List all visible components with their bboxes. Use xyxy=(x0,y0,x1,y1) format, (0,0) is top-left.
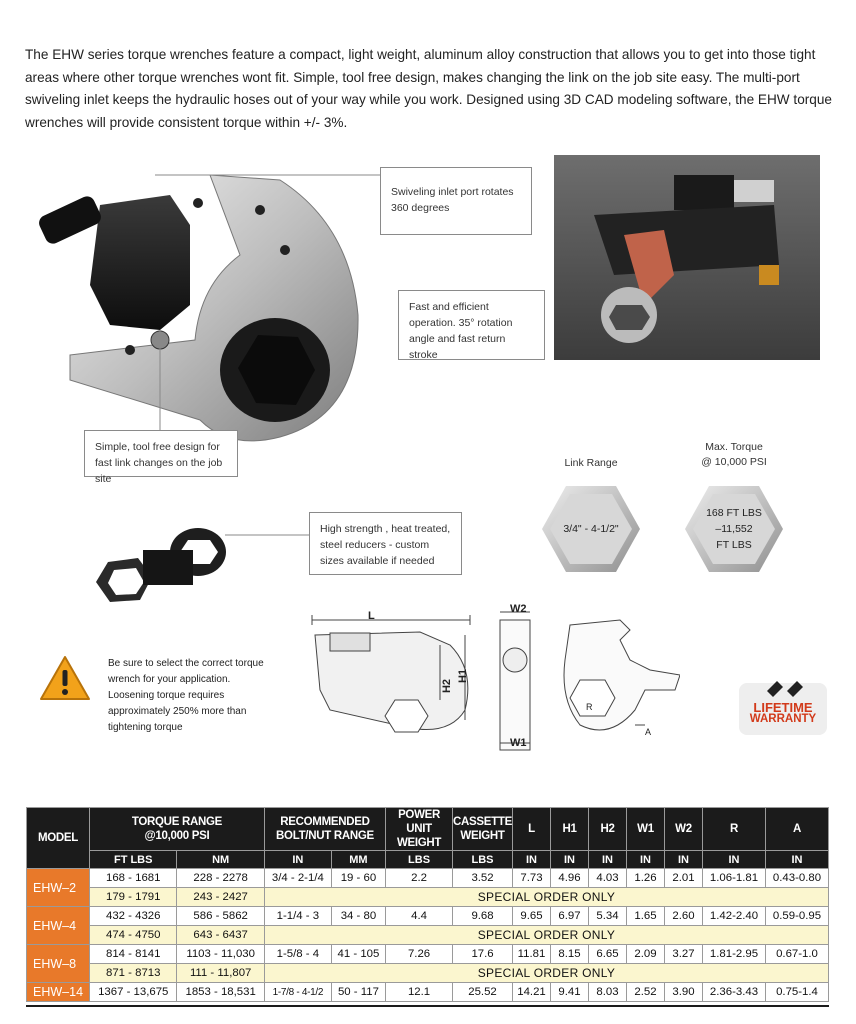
table-row-special xyxy=(27,926,829,945)
dim-label-L: L xyxy=(368,610,375,622)
special-order-label: SPECIAL ORDER ONLY xyxy=(264,964,828,983)
unit-lbs-cassette: LBS xyxy=(453,851,513,869)
callout-toolfree-text: Simple, tool free design for fast link changes on the job site xyxy=(95,441,223,485)
max-torque-label-line1: Max. Torque xyxy=(705,441,763,453)
max-torque-value-line2: –11,552 xyxy=(715,523,753,535)
table-cell: 8.15 xyxy=(551,945,589,964)
table-cell: 2.36-3.43 xyxy=(703,983,766,1002)
table-cell: 4.96 xyxy=(551,869,589,888)
table-cell: 3/4 - 2-1/4 xyxy=(264,869,331,888)
th-power-unit-weight: POWER UNIT WEIGHT xyxy=(386,808,453,851)
model-cell: EHW–8 xyxy=(27,945,90,983)
table-cell: 1367 - 13,675 xyxy=(90,983,177,1002)
table-bottom-rule xyxy=(26,1005,829,1007)
table-cell: 19 - 60 xyxy=(331,869,385,888)
table-cell: 9.65 xyxy=(513,907,551,926)
cutaway-illustration xyxy=(554,155,820,360)
callout-reducers xyxy=(309,512,462,575)
th-model: MODEL xyxy=(27,808,90,869)
warning-icon xyxy=(39,655,91,701)
table-cell: 17.6 xyxy=(453,945,513,964)
table-cell: 1.81-2.95 xyxy=(703,945,766,964)
unit-in-L: IN xyxy=(513,851,551,869)
table-cell: 9.41 xyxy=(551,983,589,1002)
table-cell: 1-1/4 - 3 xyxy=(264,907,331,926)
callout-fast-operation xyxy=(398,290,545,360)
table-cell: 2.52 xyxy=(627,983,665,1002)
table-cell: 2.09 xyxy=(627,945,665,964)
unit-in-H2: IN xyxy=(589,851,627,869)
table-cell: 871 - 8713 xyxy=(90,964,177,983)
unit-in-W1: IN xyxy=(627,851,665,869)
table-row xyxy=(27,945,829,964)
wrench-photo xyxy=(30,165,365,450)
table-cell: 2.2 xyxy=(386,869,453,888)
dim-label-R: R xyxy=(586,702,593,712)
model-cell: EHW–14 xyxy=(27,983,90,1002)
max-torque-value-line3: FT LBS xyxy=(716,539,752,551)
dim-label-H2: H2 xyxy=(441,678,454,694)
table-cell: 6.97 xyxy=(551,907,589,926)
link-range-hex xyxy=(540,484,642,574)
spec-table xyxy=(26,807,829,1002)
th-bolt-range: RECOMMENDED BOLT/NUT RANGE xyxy=(264,808,385,851)
th-W1: W1 xyxy=(627,808,665,851)
table-cell: 12.1 xyxy=(386,983,453,1002)
th-H2: H2 xyxy=(589,808,627,851)
table-row xyxy=(27,869,829,888)
callout-swivel-text: Swiveling inlet port rotates 360 degrees xyxy=(391,186,514,214)
table-cell: 5.34 xyxy=(589,907,627,926)
table-cell: 2.60 xyxy=(665,907,703,926)
table-cell: 814 - 8141 xyxy=(90,945,177,964)
th-L: L xyxy=(513,808,551,851)
table-cell: 7.26 xyxy=(386,945,453,964)
table-cell: 41 - 105 xyxy=(331,945,385,964)
table-cell: 586 - 5862 xyxy=(177,907,264,926)
special-order-label: SPECIAL ORDER ONLY xyxy=(264,926,828,945)
table-cell: 14.21 xyxy=(513,983,551,1002)
dim-label-H1: H1 xyxy=(457,668,470,684)
warning-text: Be sure to select the correct torque wrench for your application. Loosening torque requires approximately 250% more than tightening torque xyxy=(108,658,264,733)
table-cell: 1-5/8 - 4 xyxy=(264,945,331,964)
unit-mm: MM xyxy=(331,851,385,869)
table-cell: 1.42-2.40 xyxy=(703,907,766,926)
spec-table-body xyxy=(27,869,829,1002)
table-cell: 9.68 xyxy=(453,907,513,926)
th-R: R xyxy=(703,808,766,851)
warranty-line1: LIFETIME xyxy=(753,700,813,715)
reducer-photo xyxy=(88,522,228,607)
link-range-label: Link Range xyxy=(564,457,618,469)
table-cell: 1.06-1.81 xyxy=(703,869,766,888)
unit-in-bolt: IN xyxy=(264,851,331,869)
unit-ftlbs: FT LBS xyxy=(90,851,177,869)
table-cell: 179 - 1791 xyxy=(90,888,177,907)
th-W2: W2 xyxy=(665,808,703,851)
unit-lbs-power: LBS xyxy=(386,851,453,869)
table-cell: 1-7/8 - 4-1/2 xyxy=(264,983,331,1002)
unit-nm: NM xyxy=(177,851,264,869)
table-cell: 25.52 xyxy=(453,983,513,1002)
table-cell: 6.65 xyxy=(589,945,627,964)
table-cell: 643 - 6437 xyxy=(177,926,264,945)
table-cell: 3.27 xyxy=(665,945,703,964)
table-cell: 4.03 xyxy=(589,869,627,888)
table-cell: 3.52 xyxy=(453,869,513,888)
table-cell: 2.01 xyxy=(665,869,703,888)
th-torque-range: TORQUE RANGE @10,000 PSI xyxy=(90,808,265,851)
table-cell: 243 - 2427 xyxy=(177,888,264,907)
table-cell: 168 - 1681 xyxy=(90,869,177,888)
table-cell: 3.90 xyxy=(665,983,703,1002)
dim-label-A: A xyxy=(645,727,652,737)
dim-label-W1: W1 xyxy=(510,737,527,749)
dim-label-W2: W2 xyxy=(510,603,527,615)
unit-in-R: IN xyxy=(703,851,766,869)
table-cell: 8.03 xyxy=(589,983,627,1002)
table-cell: 111 - 11,807 xyxy=(177,964,264,983)
callout-swivel-inlet xyxy=(380,167,532,235)
unit-in-W2: IN xyxy=(665,851,703,869)
th-cassette-weight: CASSETTE WEIGHT xyxy=(453,808,513,851)
unit-in-A: IN xyxy=(766,851,829,869)
table-cell: 1.26 xyxy=(627,869,665,888)
table-cell: 34 - 80 xyxy=(331,907,385,926)
max-torque-value-line1: 168 FT LBS xyxy=(706,507,762,519)
warranty-line2: WARRANTY xyxy=(749,713,817,725)
table-cell: 11.81 xyxy=(513,945,551,964)
model-cell: EHW–4 xyxy=(27,907,90,945)
th-H1: H1 xyxy=(551,808,589,851)
table-cell: 0.75-1.4 xyxy=(766,983,829,1002)
callout-tool-free xyxy=(84,430,238,485)
table-cell: 0.43-0.80 xyxy=(766,869,829,888)
table-cell: 7.73 xyxy=(513,869,551,888)
table-cell: 0.59-0.95 xyxy=(766,907,829,926)
table-cell: 50 - 117 xyxy=(331,983,385,1002)
table-row-special xyxy=(27,888,829,907)
table-cell: 228 - 2278 xyxy=(177,869,264,888)
table-cell: 474 - 4750 xyxy=(90,926,177,945)
max-torque-label-line2: @ 10,000 PSI xyxy=(701,456,767,468)
table-row xyxy=(27,907,829,926)
table-row-special xyxy=(27,964,829,983)
max-torque-value xyxy=(683,484,785,574)
table-cell: 0.67-1.0 xyxy=(766,945,829,964)
special-order-label: SPECIAL ORDER ONLY xyxy=(264,888,828,907)
max-torque-hex xyxy=(683,484,785,574)
table-cell: 432 - 4326 xyxy=(90,907,177,926)
model-cell: EHW–2 xyxy=(27,869,90,907)
lifetime-warranty-badge xyxy=(737,677,829,737)
unit-in-H1: IN xyxy=(551,851,589,869)
max-torque-label xyxy=(683,440,785,470)
table-cell: 1.65 xyxy=(627,907,665,926)
table-cell: 1103 - 11,030 xyxy=(177,945,264,964)
th-A: A xyxy=(766,808,829,851)
link-range-value: 3/4" - 4-1/2" xyxy=(563,523,619,535)
callout-reducers-text: High strength , heat treated, steel reducers - custom sizes available if needed xyxy=(320,523,451,567)
table-cell: 1853 - 18,531 xyxy=(177,983,264,1002)
table-cell: 4.4 xyxy=(386,907,453,926)
dimension-drawings xyxy=(300,600,680,755)
callout-fast-text: Fast and efficient operation. 35° rotation angle and fast return stroke xyxy=(409,301,513,361)
intro-paragraph: The EHW series torque wrenches feature a compact, light weight, aluminum alloy construction that allows you to get into those tight areas where other torque wrenches wont fit. Simple, tool free design, makes changing the link on the job site easy. The multi-port swiveling inlet keeps the hydraulic hoses out of your way while you work. Designed using 3D CAD modeling software, the EHW torque wrenches will provide consistent torque within +/- 3%. xyxy=(25,47,832,130)
table-row xyxy=(27,983,829,1002)
cutaway-photo xyxy=(554,155,820,360)
